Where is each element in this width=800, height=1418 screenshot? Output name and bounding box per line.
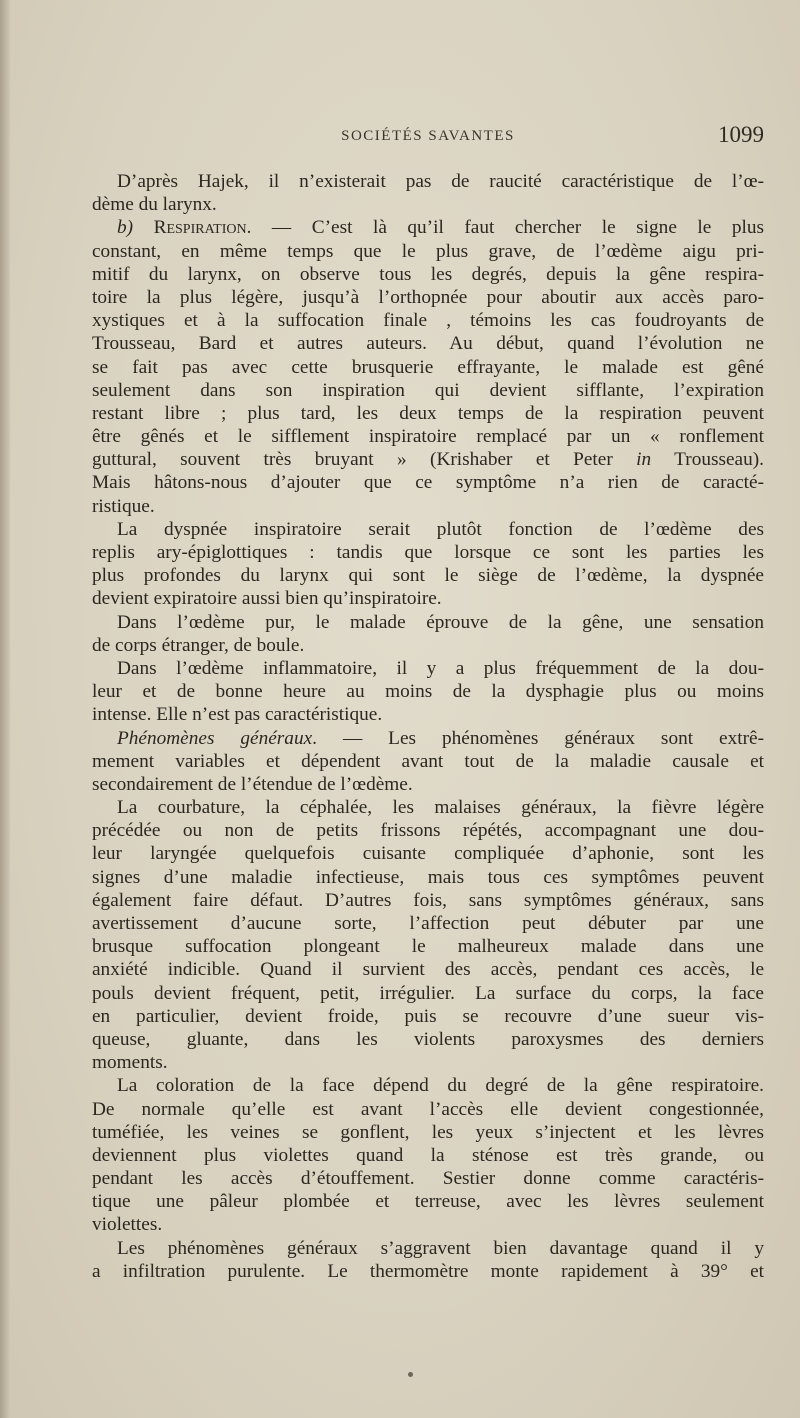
text-line: mitif du larynx, on observe tous les degrés, depuis la gêne respira- — [92, 263, 764, 285]
text-segment: Respiration — [153, 217, 247, 239]
text-line: signes d’une maladie infectieuse, mais tous ces symptômes peuvent — [92, 866, 764, 888]
text-line: toire la plus légère, jusqu’à l’orthopnée pour aboutir aux accès paro- — [92, 286, 764, 308]
text-line: xystiques et à la suffocation finale , témoins les cas foudroyants de — [92, 310, 764, 332]
text-line: devient expiratoire aussi bien qu’inspiratoire. — [92, 588, 442, 610]
ink-speck — [408, 1372, 413, 1377]
text-line — [92, 448, 764, 471]
text-line: Trousseau, Bard et autres auteurs. Au début, quand l’évolution ne — [92, 333, 764, 355]
text-line: Dans l’œdème inflammatoire, il y a plus fréquemment de la dou- — [117, 657, 764, 679]
text-line — [92, 727, 764, 750]
text-line: ristique. — [92, 495, 155, 517]
text-line: violettes. — [92, 1214, 163, 1236]
text-segment: . — C’est là qu’il faut chercher le signe le plus — [246, 217, 764, 239]
text-line: Dans l’œdème pur, le malade éprouve de la gêne, une sensation — [117, 611, 764, 633]
text-line: D’après Hajek, il n’existerait pas de raucité caractéristique de l’œ- — [117, 171, 764, 192]
page-number: 1099 — [718, 122, 764, 147]
text-line: a infiltration purulente. Le thermomètre monte rapidement à 39° et — [92, 1260, 764, 1282]
text-line: Mais hâtons-nous d’ajouter que ce symptôme n’a rien de caracté- — [92, 472, 764, 494]
text-line: seulement dans son inspiration qui devient sifflante, l’expiration — [92, 379, 764, 401]
text-segment: guttural, souvent très bruyant » (Krishaber et Peter — [92, 449, 637, 471]
running-head: SOCIÉTÉS SAVANTES — [341, 128, 515, 144]
text-line: pendant les accès d’étouffement. Sestier donne comme caractéris- — [92, 1168, 764, 1190]
text-line: de corps étranger, de boule. — [92, 634, 305, 656]
text-line: pouls devient fréquent, petit, irrégulier. La surface du corps, la face — [92, 982, 764, 1004]
text-line: mement variables et dépendent avant tout de la maladie causale et — [92, 750, 764, 772]
text-line: La coloration de la face dépend du degré de la gêne respiratoire. — [117, 1075, 764, 1097]
text-line: moments. — [92, 1052, 168, 1074]
text-line: replis ary-épiglottiques : tandis que lorsque ce sont les parties les — [92, 542, 764, 563]
page-header — [92, 122, 764, 152]
text-line: La courbature, la céphalée, les malaises généraux, la fièvre légère — [117, 797, 764, 819]
text-line: brusque suffocation plongeant le malheureux malade dans une — [92, 936, 764, 958]
body-text — [92, 170, 764, 1283]
text-line: dème du larynx. — [92, 194, 217, 216]
text-segment: Phénomènes généraux — [117, 727, 313, 749]
text-line: intense. Elle n’est pas caractéristique. — [92, 704, 383, 726]
text-line: tique une pâleur plombée et terreuse, avec les lèvres seulement — [92, 1191, 764, 1213]
text-line: restant libre ; plus tard, les deux temps de la respiration peuvent — [92, 402, 764, 424]
text-segment: . — Les phénomènes généraux sont extrê- — [312, 727, 764, 749]
text-line: anxiété indicible. Quand il survient des accès, pendant ces accès, le — [92, 959, 764, 981]
text-line: La dyspnée inspiratoire serait plutôt fonction de l’œdème des — [117, 518, 764, 540]
text-segment: Trousseau). — [651, 449, 764, 471]
text-line: queuse, gluante, dans les violents paroxysmes des derniers — [92, 1028, 764, 1050]
text-line — [92, 216, 764, 239]
text-line: tuméfiée, les veines se gonflent, les yeux s’injectent et les lèvres — [92, 1121, 764, 1143]
text-line: précédée ou non de petits frissons répétés, accompagnant une dou- — [92, 820, 764, 842]
text-line: avertissement d’aucune sorte, l’affection peut débuter par une — [92, 913, 764, 934]
text-line: se fait pas avec cette brusquerie effrayante, le malade est gêné — [92, 356, 764, 378]
text-line: constant, en même temps que le plus grave, de l’œdème aigu pri- — [92, 240, 764, 262]
text-line: être gênés et le sifflement inspiratoire remplacé par un « ronflement — [92, 426, 764, 448]
text-line: plus profondes du larynx qui sont le siège de l’œdème, la dyspnée — [92, 565, 764, 587]
text-segment: in — [636, 449, 652, 471]
text-line: également faire défaut. D’autres fois, sans symptômes généraux, sans — [92, 889, 764, 911]
text-line: leur laryngée quelquefois cuisante compliquée d’aphonie, sont les — [92, 843, 764, 865]
text-line: secondairement de l’étendue de l’œdème. — [92, 773, 413, 795]
text-line: deviennent plus violettes quand la sténose est très grande, ou — [92, 1144, 764, 1166]
text-line: en particulier, devient froide, puis se recouvre d’une sueur vis- — [92, 1005, 764, 1027]
text-line: leur et de bonne heure au moins de la dysphagie plus ou moins — [92, 681, 764, 703]
text-line: De normale qu’elle est avant l’accès elle devient congestionnée, — [92, 1098, 764, 1120]
text-line: Les phénomènes généraux s’aggravent bien davantage quand il y — [117, 1237, 764, 1259]
page-binding-edge — [0, 0, 10, 1418]
text-segment: b) — [117, 217, 154, 239]
